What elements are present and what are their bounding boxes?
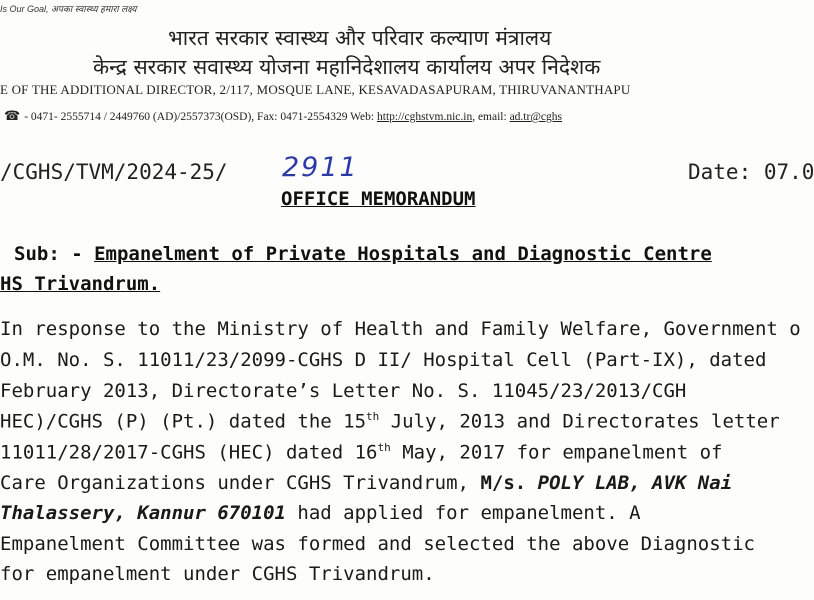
body-line-4-end: July, 2013 and Directorates letter xyxy=(379,410,780,433)
body-line-2: O.M. No. S. 11011/23/2099-CGHS D II/ Hospital Cell (Part-IX), dated xyxy=(0,349,767,371)
website-link[interactable]: http://cghstvm.nic.in xyxy=(377,111,473,123)
body-line-7-end: had applied for empanelment. A xyxy=(285,502,641,524)
ministry-name-hindi: भारत सरकार स्वास्थ्य और परिवार कल्याण मंत्रालय xyxy=(168,26,552,50)
body-line-6-lab: POLY LAB, AVK Nai xyxy=(526,472,733,494)
contact-text: - 0471- 2555714 / 2449760 (AD)/2557373(OSD), Fax: 0471-2554329 Web: xyxy=(24,111,375,123)
body-line-6 xyxy=(0,472,732,494)
body-line-8: Empanelment Committee was formed and selected the above Diagnostic xyxy=(0,533,755,555)
memo-title: OFFICE MEMORANDUM xyxy=(281,188,476,210)
body-line-3: February 2013, Directorate’s Letter No. S. 11045/23/2013/CGH xyxy=(0,380,687,402)
body-line-1: In response to the Ministry of Health and Family Welfare, Government o xyxy=(0,318,801,340)
handwritten-number: 2911 xyxy=(282,152,359,183)
body-line-6-ms: M/s. xyxy=(480,472,527,494)
office-name-hindi: केन्द्र सरकार सवास्थ्य योजना महानिदेशालय कार्यालय अपर निदेशक xyxy=(93,55,601,79)
body-line-4-start: HEC)/CGHS (P) (Pt.) dated the 15 xyxy=(0,410,367,433)
body-line-9: for empanelment under CGHS Trivandrum. xyxy=(0,563,435,585)
phone-icon: ☎ xyxy=(4,108,21,123)
body-line-4-sup: th xyxy=(366,410,380,423)
contact-line xyxy=(4,108,562,124)
body-line-5-end: May, 2017 for empanelment of xyxy=(390,441,723,464)
subject-line xyxy=(14,243,712,265)
subject-label: Sub: - xyxy=(14,243,83,265)
email-link[interactable]: ad.tr@cghs xyxy=(509,111,563,123)
subject-title-continued: HS Trivandrum. xyxy=(0,273,161,295)
header-tagline: Is Our Goal, अपका स्वास्थ्य हमारा लक्ष्य xyxy=(0,4,137,14)
subject-title: Empanelment of Private Hospitals and Diagnostic Centre xyxy=(94,243,712,265)
body-line-4 xyxy=(0,410,780,432)
memo-date: Date: 07.0 xyxy=(688,160,814,184)
body-line-7-address: Thalassery, Kannur 670101 xyxy=(0,502,286,524)
body-line-5-sup: th xyxy=(377,441,391,454)
body-line-5 xyxy=(0,441,722,463)
body-line-7 xyxy=(0,502,641,524)
office-address: E OF THE ADDITIONAL DIRECTOR, 2/117, MOSQUE LANE, KESAVADASAPURAM, THIRUVANANTHAPU xyxy=(0,82,631,97)
email-label: , email: xyxy=(472,111,507,123)
reference-number: /CGHS/TVM/2024-25/ xyxy=(0,160,228,184)
body-line-5-start: 11011/28/2017-CGHS (HEC) dated 16 xyxy=(0,441,378,464)
body-line-6-start: Care Organizations under CGHS Trivandrum, xyxy=(0,472,481,494)
